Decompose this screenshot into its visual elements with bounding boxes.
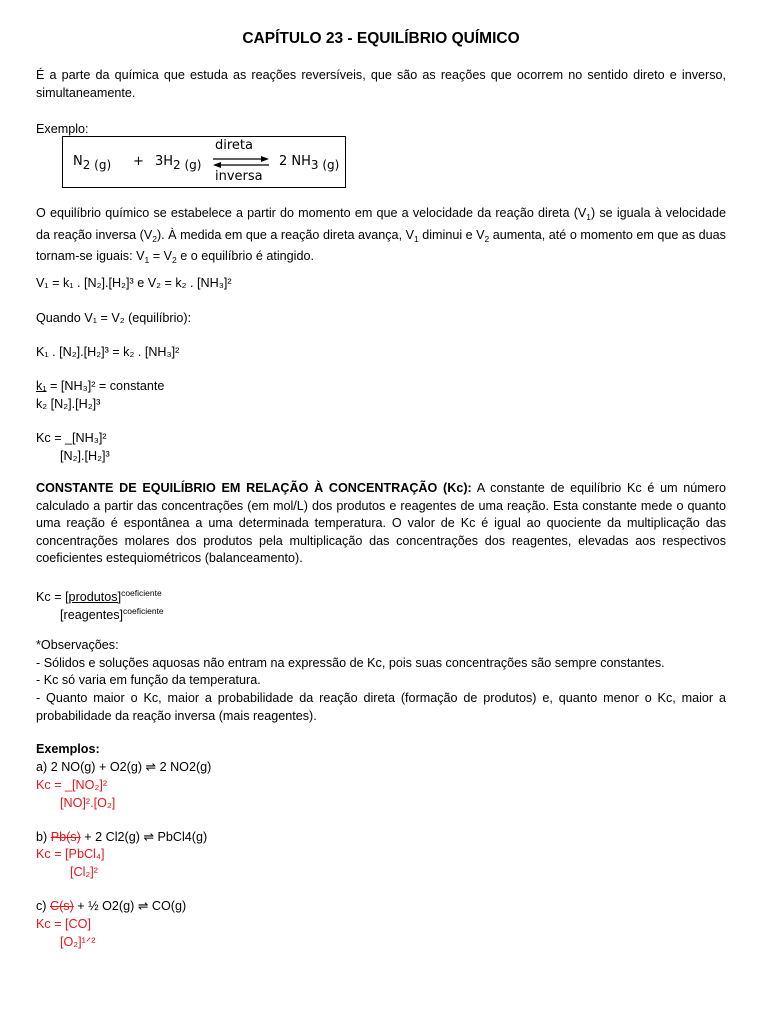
example-c-kc-denominator: [O₂]¹ᐟ² [60,935,96,949]
arrow-label-direct: direta [215,138,253,153]
ratio-numerator: k₁ = [NH₃]² = constante [36,379,165,393]
eq-nh3: 2 NH3 (g) [279,154,340,172]
k-equality: K₁ . [N₂].[H₂]³ = k₂ . [NH₃]² [36,345,180,359]
examples-heading: Exemplos: [36,742,100,756]
example-a-kc-denominator: [NO]².[O₂] [60,796,116,810]
example-c-kc-numerator: Kc = [CO] [36,917,91,931]
intro-paragraph: É a parte da química que estuda as reações reversíveis, que são as reações que ocorrem no sentido direto e inverso, simultaneamente. [36,68,726,100]
equilibrium-condition: Quando V₁ = V₂ (equilíbrio): [36,311,192,325]
observations-heading: *Observações: [36,638,119,652]
rate-equations: V₁ = k₁ . [N₂].[H₂]³ e V₂ = k₂ . [NH₃]² [36,276,232,290]
eq-h2: 3H2 (g) [155,154,202,172]
example-a-kc-numerator: Kc = _[NO₂]² [36,778,108,792]
kc-section-paragraph: CONSTANTE DE EQUILÍBRIO EM RELAÇÃO À CONCENTRAÇÃO (Kc): A constante de equilíbrio Kc é um número calculado a partir das concentrações (em mol/L) dos produtos e reagentes de uma reação. Esta constante mede o quanto uma reação é espontânea a uma determinada temperatura. O valor de Kc é igual ao quociente da multiplicação das concentrações molares dos produtos pela multiplicação das concentrações dos reagentes, elevadas aos respectivos coeficientes estequiométricos (balanceamento). [36,481,727,566]
eq-n2: N2 (g) [73,154,112,172]
general-kc-numerator: Kc = [produtos]$^{coeficiente}$ [36,588,162,604]
equation-box [62,136,346,188]
observation-1: - Sólidos e soluções aquosas não entram na expressão de Kc, pois suas concentrações são sempre constantes. [36,656,665,670]
example-b-equation: b) Pb(s) + 2 Cl2(g) ⇌ PbCl4(g) [36,830,208,844]
equilibrium-paragraph: O equilíbrio químico se estabelece a partir do momento em que a velocidade da reação direta $(V_1)$ se iguala à velocidade da reação inversa $(V_2)$. À medida em que a reação direta avança, $V_1$ diminui e $V_2$ aumenta, até o momento em que as duas tornam-se iguais: $V_1 = V_2$ e o equilíbrio é atingido. [36,206,726,266]
example-label: Exemplo: [36,122,89,136]
example-b-kc-denominator: [Cl₂]² [70,865,98,879]
page-title: CAPÍTULO 23 - EQUILÍBRIO QUÍMICO [242,30,520,47]
equilibrium-arrows-icon [213,156,269,168]
example-a-equation: a) 2 NO(g) + O2(g) ⇌ 2 NO2(g) [36,760,212,774]
kc-denominator: [N₂].[H₂]³ [60,449,110,463]
kc-numerator: Kc = _[NH₃]² [36,431,107,445]
example-c-equation: c) C(s) + ½ O2(g) ⇌ CO(g) [36,899,187,913]
observation-3: - Quanto maior o Kc, maior a probabilidade da reação direta (formação de produtos) e, quanto menor o Kc, maior a probabilidade da reação inversa (mais reagentes). [36,691,726,723]
eq-plus: + [133,154,144,169]
general-kc-denominator: [reagentes]$^{coeficiente}$ [60,606,164,622]
observation-2: - Kc só varia em função da temperatura. [36,673,261,687]
ratio-denominator: k₂ [N₂].[H₂]³ [36,397,101,411]
arrow-label-inverse: inversa [215,169,263,184]
example-b-kc-numerator: Kc = [PbCl₄] [36,847,105,861]
